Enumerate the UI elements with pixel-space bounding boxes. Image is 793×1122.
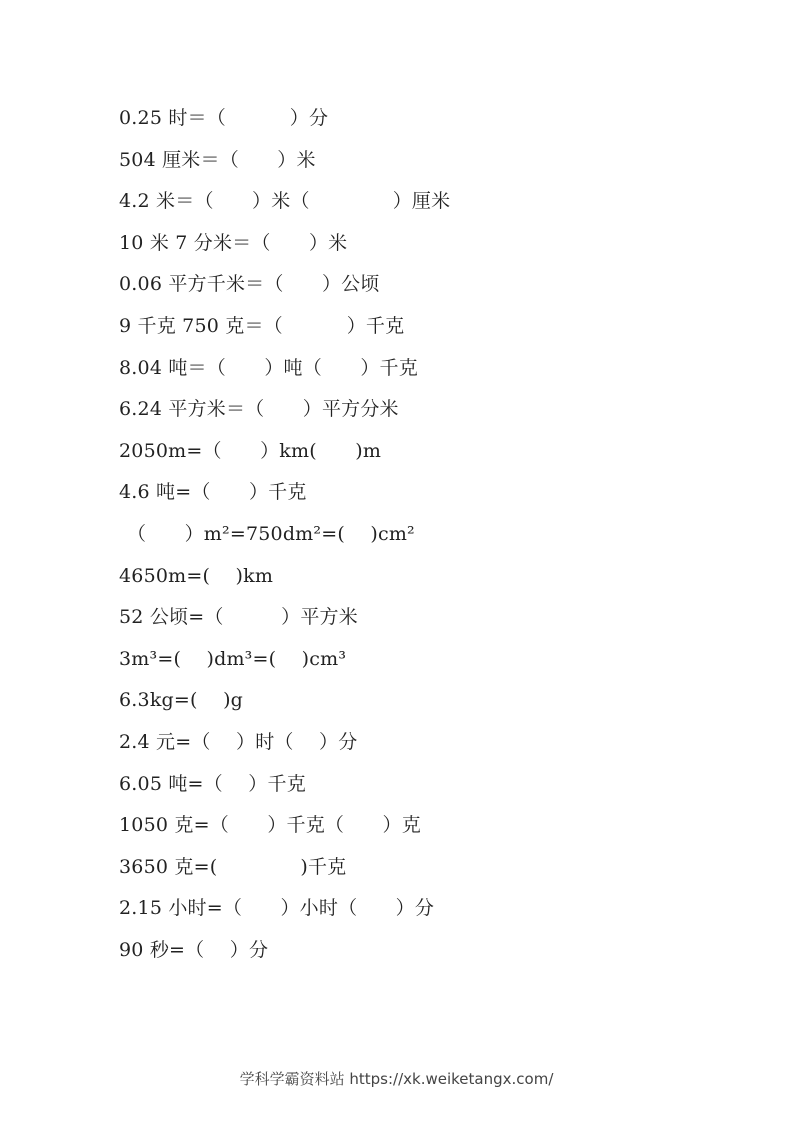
exercise-list <box>119 102 739 975</box>
exercise-line: 3650 克=( )千克 <box>119 855 347 878</box>
exercise-line: 2.15 小时=（ ）小时（ ）分 <box>119 897 435 920</box>
exercise-line: 6.05 吨=（ ）千克 <box>119 772 306 795</box>
exercise-line: 4.6 吨=（ ）千克 <box>119 481 307 504</box>
exercise-line: 3m³=( )dm³=( )cm³ <box>119 647 347 670</box>
exercise-line: 0.25 时＝（ ）分 <box>119 107 329 129</box>
exercise-line: 4.2 米＝（ ）米（ ）厘米 <box>119 190 451 213</box>
exercise-line: 90 秒=（ ）分 <box>119 938 269 961</box>
exercise-line: 0.06 平方千米＝（ ）公顷 <box>119 273 380 296</box>
exercise-line: 504 厘米＝（ ）米 <box>119 148 316 171</box>
exercise-line: 6.24 平方米＝（ ）平方分米 <box>119 398 399 421</box>
exercise-line: 6.3kg=( )g <box>119 689 244 712</box>
exercise-line: 2.4 元=（ ）时（ ）分 <box>119 730 358 753</box>
exercise-line: 8.04 吨＝（ ）吨（ ）千克 <box>119 356 418 379</box>
exercise-line: 52 公顷=（ ）平方米 <box>119 606 358 629</box>
exercise-line: 10 米 7 分米＝（ ）米 <box>119 231 348 254</box>
exercise-line: （ ）m²=750dm²=( )cm² <box>127 522 415 545</box>
exercise-line: 4650m=( )km <box>119 564 274 587</box>
exercise-line: 1050 克=（ ）千克（ ）克 <box>119 814 421 837</box>
footer-watermark: 学科学霸资料站 https://xk.weiketangx.com/ <box>239 1070 554 1088</box>
exercise-line: 9 千克 750 克＝（ ）千克 <box>119 314 405 337</box>
exercise-line: 2050m=（ ）km( )m <box>119 439 382 462</box>
